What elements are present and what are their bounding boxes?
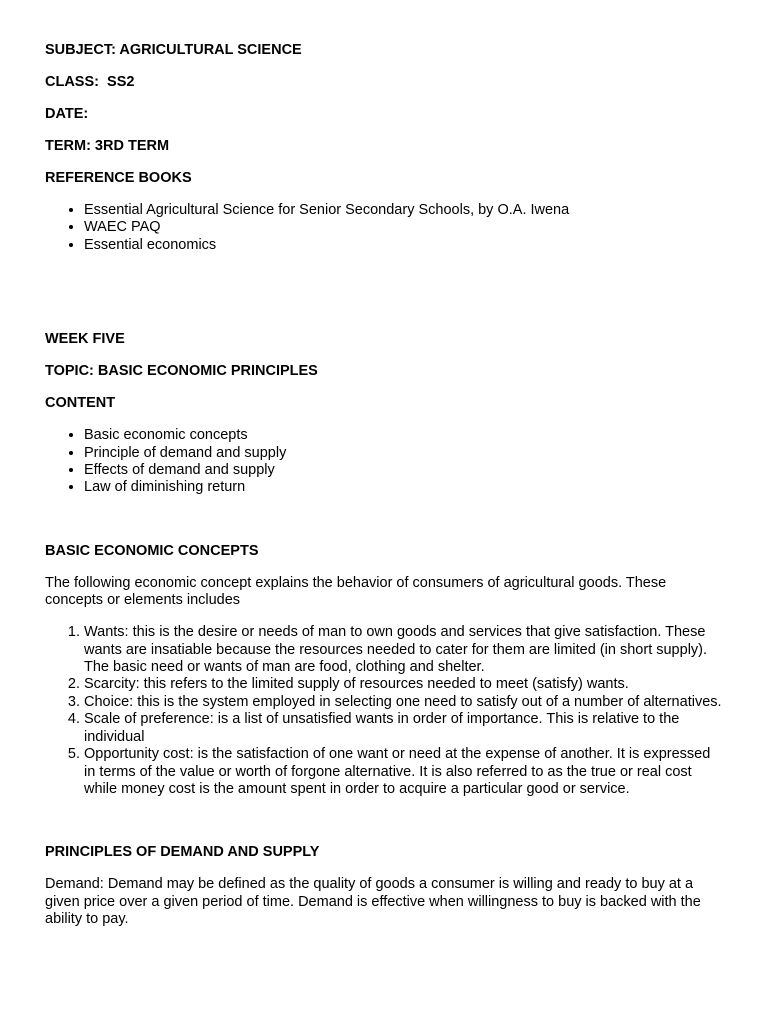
date-line: DATE:	[45, 106, 89, 122]
term-line: TERM: 3RD TERM	[45, 138, 170, 154]
list-item: 1. Wants: this is the desire or needs of man to own goods and services that give satisfaction. These wants are insatiable because the resources needed to cater for them are limited (in short supply). The basic need or wants of man are food, clothing and shelter.	[84, 624, 724, 676]
subject-line: SUBJECT: AGRICULTURAL SCIENCE	[45, 42, 302, 58]
basic-concepts-heading: BASIC ECONOMIC CONCEPTS	[45, 542, 259, 559]
reference-books-heading: REFERENCE BOOKS	[45, 170, 192, 186]
list-item: 5. Opportunity cost: is the satisfaction of one want or need at the expense of another. It is expressed in terms of the value or worth of forgone alternative. It is also referred to as the true or real cost while money cost is the amount spent in order to acquire a particular good or service.	[84, 746, 724, 798]
basic-concepts-intro: The following economic concept explains the behavior of consumers of agricultural goods. These concepts or elements includes	[45, 574, 667, 609]
demand-supply-heading: PRINCIPLES OF DEMAND AND SUPPLY	[45, 844, 320, 861]
content-list	[45, 427, 724, 497]
list-item: 2. Scarcity: this refers to the limited supply of resources needed to meet (satisfy) wants.	[84, 676, 724, 693]
content-heading: CONTENT	[45, 395, 116, 412]
list-item: • Essential Agricultural Science for Senior Secondary Schools, by O.A. Iwena	[84, 202, 724, 219]
list-item: 3. Choice: this is the system employed in selecting one need to satisfy out of a number of alternatives.	[84, 694, 724, 711]
basic-concepts-list	[45, 624, 724, 798]
list-item: • Law of diminishing return	[84, 479, 724, 496]
list-item: • WAEC PAQ	[84, 219, 724, 236]
list-item: • Effects of demand and supply	[84, 462, 724, 479]
demand-definition: Demand: Demand may be defined as the quality of goods a consumer is willing and ready to buy at a given price over a given period of time. Demand is effective when willingness to buy is backed with the ability to pay.	[45, 876, 701, 928]
list-item: 4. Scale of preference: is a list of unsatisfied wants in order of importance. This is relative to the individual	[84, 711, 724, 746]
list-item: • Essential economics	[84, 237, 724, 254]
list-item: • Principle of demand and supply	[84, 445, 724, 462]
reference-books-list	[45, 202, 724, 254]
week-heading: WEEK FIVE	[45, 331, 125, 348]
class-line: CLASS: SS2	[45, 74, 135, 90]
topic-heading: TOPIC: BASIC ECONOMIC PRINCIPLES	[45, 363, 318, 380]
list-item: • Basic economic concepts	[84, 427, 724, 444]
